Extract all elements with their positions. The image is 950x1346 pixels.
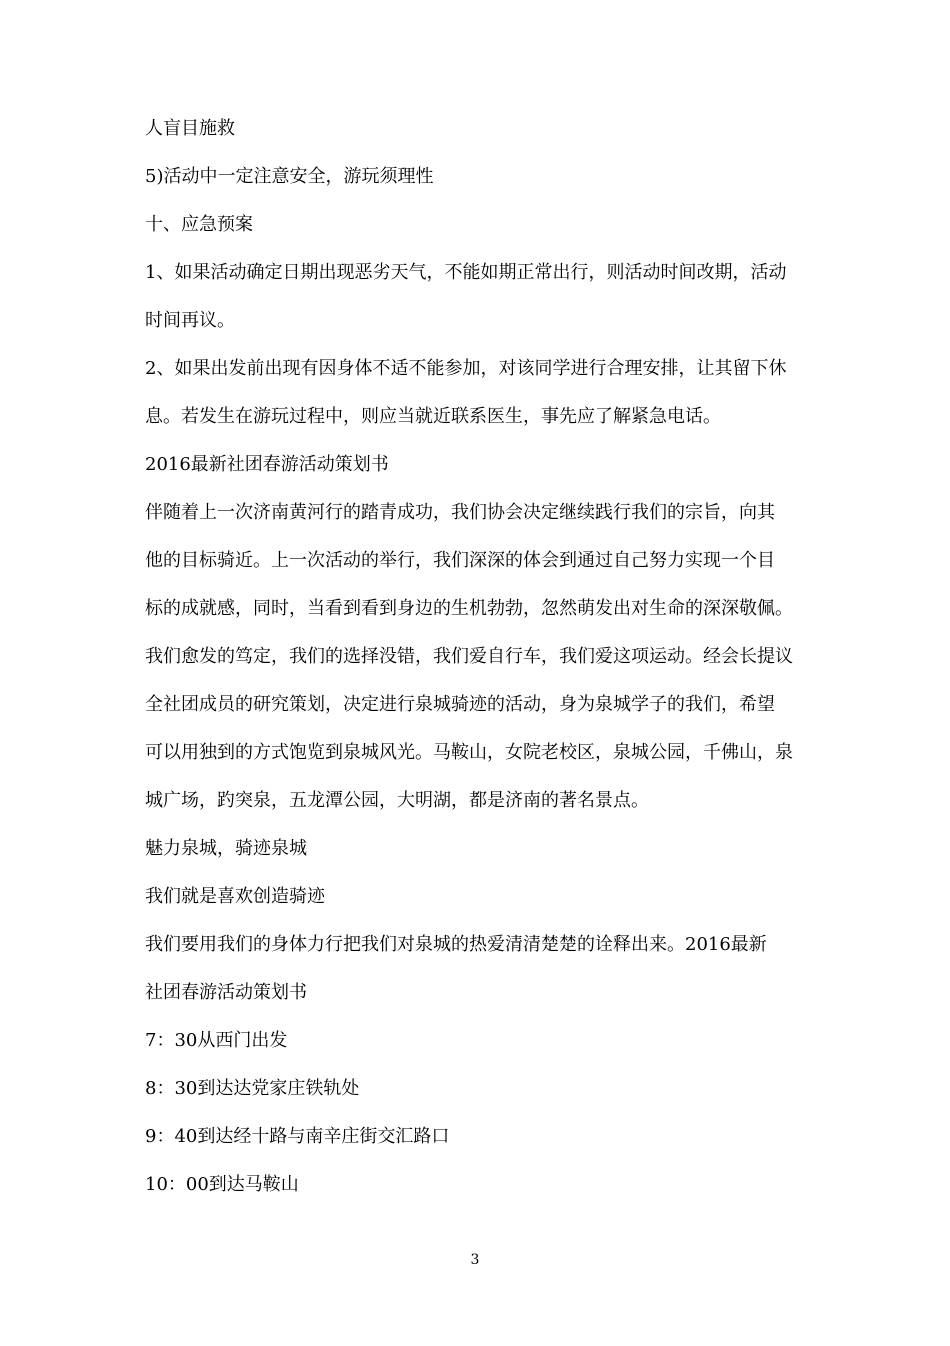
text-line: 人盲目施救 xyxy=(145,118,235,139)
text-line: 我们要用我们的身体力行把我们对泉城的热爱清清楚楚的诠释出来。2016最新 xyxy=(145,934,767,955)
schedule-item: 10：00到达马鞍山 xyxy=(145,1174,299,1195)
text-line: 全社团成员的研究策划，决定进行泉城骑迹的活动，身为泉城学子的我们，希望 xyxy=(145,694,775,715)
text-line: 城广场，趵突泉，五龙潭公园，大明湖，都是济南的著名景点。 xyxy=(145,790,649,811)
section-heading: 十、应急预案 xyxy=(145,214,253,235)
text-line: 可以用独到的方式饱览到泉城风光。马鞍山，女院老校区，泉城公园，千佛山，泉 xyxy=(145,742,793,763)
text-line: 他的目标骑近。上一次活动的举行，我们深深的体会到通过自己努力实现一个目 xyxy=(145,550,775,571)
schedule-item: 8：30到达达党家庄铁轨处 xyxy=(145,1078,360,1099)
text-line: 我们愈发的笃定，我们的选择没错，我们爱自行车，我们爱这项运动。经会长提议 xyxy=(145,646,793,667)
text-line: 魅力泉城，骑迹泉城 xyxy=(145,838,307,859)
text-line: 1、如果活动确定日期出现恶劣天气，不能如期正常出行，则活动时间改期，活动 xyxy=(145,262,787,283)
text-line: 标的成就感，同时，当看到看到身边的生机勃勃，忽然萌发出对生命的深深敬佩。 xyxy=(145,598,793,619)
text-line: 我们就是喜欢创造骑迹 xyxy=(145,886,325,907)
text-line: 时间再议。 xyxy=(145,310,235,331)
text-line: 2、如果出发前出现有因身体不适不能参加，对该同学进行合理安排，让其留下休 xyxy=(145,358,787,379)
text-line: 伴随着上一次济南黄河行的踏青成功，我们协会决定继续践行我们的宗旨，向其 xyxy=(145,502,775,523)
schedule-item: 9：40到达经十路与南辛庄街交汇路口 xyxy=(145,1126,450,1147)
text-line: 社团春游活动策划书 xyxy=(145,982,307,1003)
text-line: 5)活动中一定注意安全，游玩须理性 xyxy=(145,166,434,187)
text-line: 息。若发生在游玩过程中，则应当就近联系医生，事先应了解紧急电话。 xyxy=(145,406,721,427)
document-title: 2016最新社团春游活动策划书 xyxy=(145,454,389,475)
page-number: 3 xyxy=(470,1252,480,1268)
schedule-item: 7：30从西门出发 xyxy=(145,1030,288,1051)
